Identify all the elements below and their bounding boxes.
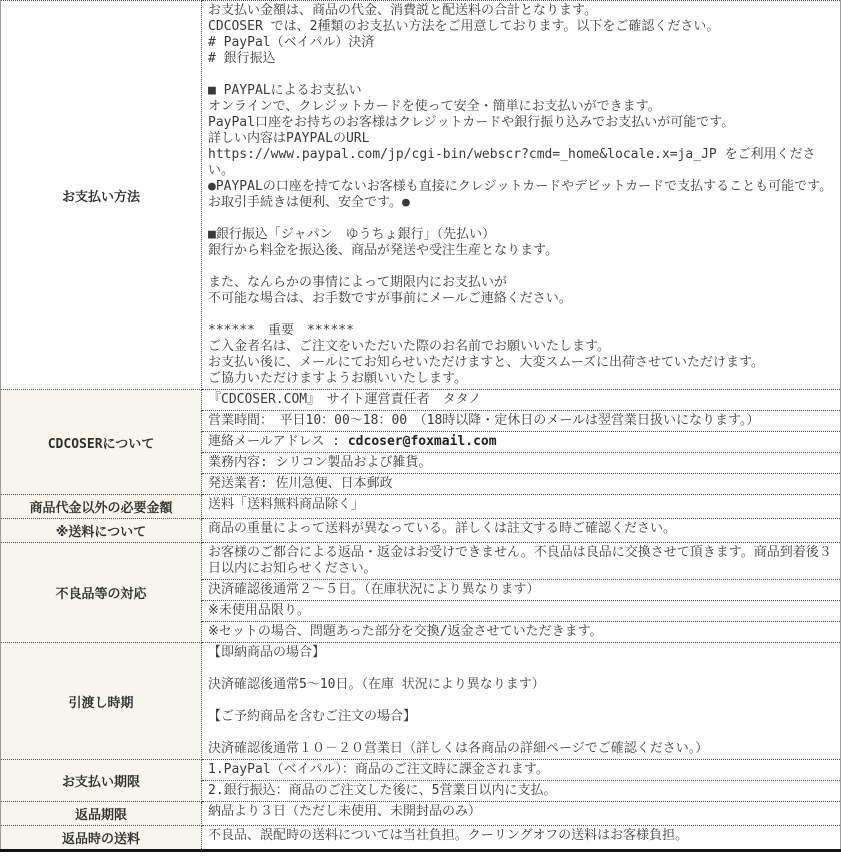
blank-line bbox=[208, 259, 834, 275]
text-line bbox=[208, 434, 834, 450]
blank-line bbox=[208, 67, 834, 83]
section-content-cell bbox=[202, 622, 841, 643]
table-row bbox=[1, 495, 841, 519]
text-line: 決済確認後通常２～５日。（在庫状況により異なります） bbox=[208, 582, 540, 597]
text-line: 2.銀行振込：商品のご注文した後に、5営業日以内に支払。 bbox=[208, 783, 557, 798]
section-content-cell bbox=[202, 432, 841, 453]
section-content-cell bbox=[202, 601, 841, 622]
text-line: 【ご予約商品を含むご注文の場合】 bbox=[208, 709, 417, 724]
section-content-cell bbox=[202, 643, 841, 760]
text-line: 商品の重量によって送料が異なっている。詳しくは註文する時ご確認ください。 bbox=[208, 521, 677, 536]
email-text: cdcoser@foxmail.com bbox=[347, 434, 497, 449]
section-header: CDCOSERについて bbox=[1, 390, 202, 495]
text-line: お支払い金額は、商品の代金、消費説と配送料の合計となります。 bbox=[208, 3, 597, 18]
section-content-cell bbox=[202, 802, 841, 826]
text-line: 業務内容: シリコン製品および雑貨。 bbox=[208, 455, 432, 470]
text-line: # PayPal（ベイパル）決済 bbox=[208, 35, 375, 50]
section-header: お支払い期限 bbox=[1, 760, 202, 802]
table-row bbox=[1, 543, 841, 580]
text-line: ■ PAYPALによるお支払い bbox=[208, 83, 362, 98]
table-row bbox=[1, 390, 841, 411]
text-line: 1.PayPal（ベイパル）：商品のご注文時に課金されます。 bbox=[208, 762, 549, 777]
blank-line bbox=[208, 211, 834, 227]
text-line: 【即納商品の場合】 bbox=[208, 645, 326, 660]
section-content-cell bbox=[202, 519, 841, 543]
text-line: 納品より３日（ただし未使用、未開封品のみ） bbox=[208, 804, 482, 819]
text-line: 不良品、誤配時の送料については当社負担。クーリングオフの送料はお客様負担。 bbox=[208, 828, 689, 843]
section-content-cell bbox=[202, 453, 841, 474]
table-row bbox=[1, 826, 841, 851]
table-row bbox=[1, 643, 841, 760]
section-content-cell bbox=[202, 495, 841, 519]
section-content-cell bbox=[202, 474, 841, 495]
blank-line bbox=[208, 725, 834, 741]
table-row bbox=[1, 760, 841, 781]
text-line: 詳しい内容はPAYPALのURL bbox=[208, 131, 370, 146]
table-row bbox=[1, 802, 841, 826]
section-header: お支払い方法 bbox=[1, 1, 202, 390]
section-header: 不良品等の対応 bbox=[1, 543, 202, 643]
text-line: お取引手続きは便利、安全です。● bbox=[208, 195, 410, 210]
section-content-cell bbox=[202, 760, 841, 781]
section-header: 返品期限 bbox=[1, 802, 202, 826]
text-line: また、なんらかの事情によって期限内にお支払いが bbox=[208, 275, 508, 290]
text-line: お支払い後に、メールにてお知らせいただけますと、大変スムーズに出荷させていただけます。 bbox=[208, 355, 765, 370]
section-header: 引渡し時期 bbox=[1, 643, 202, 760]
section-content-cell bbox=[202, 390, 841, 411]
text-line: 決済確認後通常１０－２０営業日（詳しくは各商品の詳細ページでご確認ください。） bbox=[208, 741, 709, 756]
blank-line bbox=[208, 661, 834, 677]
section-header: 返品時の送料 bbox=[1, 826, 202, 851]
shop-info-table-body bbox=[1, 1, 841, 851]
blank-line bbox=[208, 307, 834, 323]
text-line: CDCOSER では、2種類のお支払い方法をご用意しております。以下をご確認ください。 bbox=[208, 19, 720, 34]
section-content-cell bbox=[202, 411, 841, 432]
text-line: 送料「送料無料商品除く」 bbox=[208, 497, 365, 512]
text-line: オンラインで、クレジットカードを使って安全・簡単にお支払いができます。 bbox=[208, 99, 661, 114]
text-line: ご協力いただけますようお願いいたします。 bbox=[208, 371, 467, 386]
section-header: ※送料について bbox=[1, 519, 202, 543]
section-content-cell bbox=[202, 580, 841, 601]
text-line: 銀行から料金を振込後、商品が発送や受注生産となります。 bbox=[208, 243, 558, 258]
text-line: https://www.paypal.com/jp/cgi-bin/webscr?cmd=_home&locale.x=ja_JP をご利用ください。 bbox=[208, 147, 816, 178]
text-line: ※セットの場合、問題あった部分を交換/返金させていただきます。 bbox=[208, 624, 603, 639]
section-content-cell bbox=[202, 543, 841, 580]
section-header: 商品代金以外の必要金額 bbox=[1, 495, 202, 519]
table-row bbox=[1, 1, 841, 390]
section-content-cell bbox=[202, 826, 841, 851]
text-line: ****** 重要 ****** bbox=[208, 323, 354, 338]
text-line: お客様のご都合による返品・返金はお受けできません。不良品は良品に交換させて頂きます。商品到着後３日以内にお知らせください。 bbox=[208, 545, 832, 576]
text-line: ※未使用品限り。 bbox=[208, 603, 310, 618]
blank-line bbox=[208, 693, 834, 709]
text-line: 決済確認後通常5～10日。（在庫 状況により異なります） bbox=[208, 677, 545, 692]
section-content-cell bbox=[202, 781, 841, 802]
table-row bbox=[1, 519, 841, 543]
text-line: # 銀行振込 bbox=[208, 51, 276, 66]
text-line: PayPal口座をお持ちのお客様はクレジットカードや銀行振り込みでお支払いが可能です。 bbox=[208, 115, 735, 130]
text-line: ご入金者名は、ご注文をいただいた際のお名前でお願いいたします。 bbox=[208, 339, 610, 354]
label-text: 連絡メールアドレス : bbox=[208, 434, 348, 449]
section-content-cell bbox=[202, 1, 841, 390]
text-line: 発送業者: 佐川急便、日本郵政 bbox=[208, 476, 393, 491]
text-line: ●PAYPALの口座を持てないお客様も直接にクレジットカードやデビットカードで支払することも可能です。 bbox=[208, 179, 833, 194]
text-line: 営業時間： 平日10：00～18：00 （18時以降・定休日のメールは翌営業日扱いになります。） bbox=[208, 413, 760, 428]
text-line: ■銀行振込「ジャパン ゆうちょ銀行」（先払い） bbox=[208, 227, 496, 242]
text-line: 『CDCOSER.COM』 サイト運営責任者 タタノ bbox=[208, 392, 482, 407]
text-line: 不可能な場合は、お手数ですが事前にメールご連絡ください。 bbox=[208, 291, 572, 306]
